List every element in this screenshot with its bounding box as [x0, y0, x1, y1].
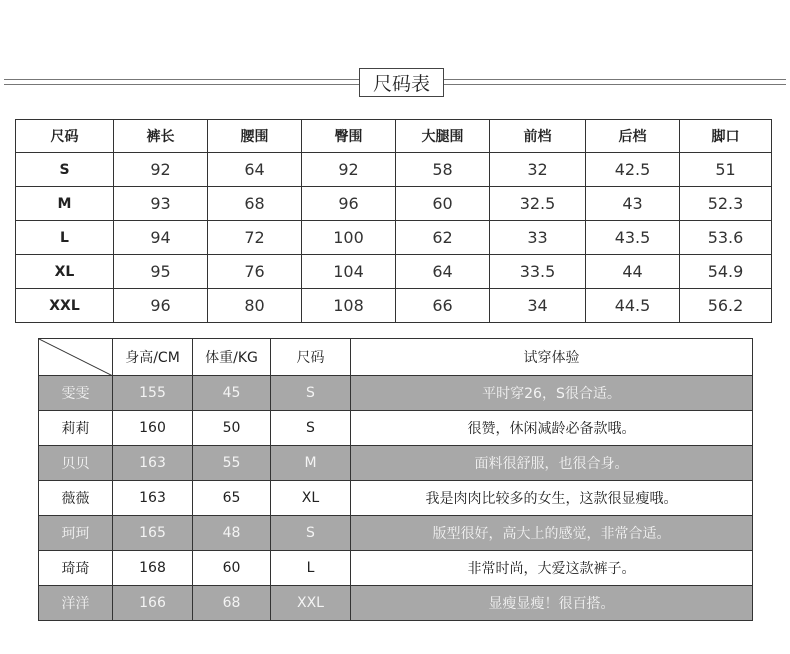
height-cell: 168: [113, 551, 193, 586]
model-name-cell: 琦琦: [39, 551, 113, 586]
feedback-cell: 平时穿26，S很合适。: [351, 376, 753, 411]
size-chart-header-row: [16, 120, 772, 153]
size-header-cell: 臀围: [302, 120, 396, 153]
size-cell: S: [271, 376, 351, 411]
model-name-cell: 珂珂: [39, 516, 113, 551]
size-cell: XL: [271, 481, 351, 516]
size-cell: M: [271, 446, 351, 481]
size-value-cell: 33.5: [490, 255, 586, 289]
size-value-cell: 44: [586, 255, 680, 289]
size-header-cell: 脚口: [680, 120, 772, 153]
fitting-row: [39, 586, 753, 621]
size-value-cell: 60: [396, 187, 490, 221]
size-cell: L: [271, 551, 351, 586]
size-cell: S: [271, 516, 351, 551]
weight-cell: 48: [193, 516, 271, 551]
model-name-cell: 薇薇: [39, 481, 113, 516]
feedback-cell: 面料很舒服，也很合身。: [351, 446, 753, 481]
size-header-cell: 裤长: [114, 120, 208, 153]
feedback-cell: 版型很好，高大上的感觉，非常合适。: [351, 516, 753, 551]
height-cell: 155: [113, 376, 193, 411]
feedback-cell: 很赞，休闲减龄必备款哦。: [351, 411, 753, 446]
size-value-cell: 94: [114, 221, 208, 255]
size-value-cell: 64: [396, 255, 490, 289]
size-value-cell: 62: [396, 221, 490, 255]
fitting-header-cell: 试穿体验: [351, 339, 753, 376]
size-value-cell: 72: [208, 221, 302, 255]
size-chart-row: [16, 153, 772, 187]
size-value-cell: 44.5: [586, 289, 680, 323]
feedback-cell: 我是肉肉比较多的女生，这款很显瘦哦。: [351, 481, 753, 516]
size-value-cell: 43: [586, 187, 680, 221]
size-value-cell: 51: [680, 153, 772, 187]
fitting-row: [39, 481, 753, 516]
size-cell: L: [16, 221, 114, 255]
fitting-row: [39, 516, 753, 551]
size-value-cell: 96: [302, 187, 396, 221]
size-value-cell: 54.9: [680, 255, 772, 289]
fitting-header-cell: 尺码: [271, 339, 351, 376]
weight-cell: 68: [193, 586, 271, 621]
size-cell: S: [16, 153, 114, 187]
size-header-cell: 腰围: [208, 120, 302, 153]
height-cell: 166: [113, 586, 193, 621]
size-header-cell: 前档: [490, 120, 586, 153]
diagonal-line: [39, 339, 113, 376]
fitting-row: [39, 376, 753, 411]
fitting-header-cell: 体重/KG: [193, 339, 271, 376]
size-header-cell: 大腿围: [396, 120, 490, 153]
size-value-cell: 76: [208, 255, 302, 289]
model-name-cell: 洋洋: [39, 586, 113, 621]
height-cell: 163: [113, 481, 193, 516]
size-value-cell: 96: [114, 289, 208, 323]
size-value-cell: 33: [490, 221, 586, 255]
size-value-cell: 104: [302, 255, 396, 289]
size-chart-row: [16, 255, 772, 289]
weight-cell: 45: [193, 376, 271, 411]
size-cell: XL: [16, 255, 114, 289]
weight-cell: 65: [193, 481, 271, 516]
size-chart-row: [16, 187, 772, 221]
size-value-cell: 42.5: [586, 153, 680, 187]
fitting-row: [39, 411, 753, 446]
weight-cell: 60: [193, 551, 271, 586]
size-value-cell: 68: [208, 187, 302, 221]
size-value-cell: 66: [396, 289, 490, 323]
size-value-cell: 108: [302, 289, 396, 323]
size-value-cell: 100: [302, 221, 396, 255]
size-value-cell: 93: [114, 187, 208, 221]
size-cell: XXL: [16, 289, 114, 323]
size-value-cell: 64: [208, 153, 302, 187]
fitting-row: [39, 551, 753, 586]
weight-cell: 50: [193, 411, 271, 446]
size-chart-row: [16, 289, 772, 323]
size-chart-row: [16, 221, 772, 255]
size-header-cell: 尺码: [16, 120, 114, 153]
size-value-cell: 32.5: [490, 187, 586, 221]
size-value-cell: 52.3: [680, 187, 772, 221]
size-cell: XXL: [271, 586, 351, 621]
size-value-cell: 92: [114, 153, 208, 187]
fitting-report-table: [38, 338, 753, 621]
fitting-row: [39, 446, 753, 481]
height-cell: 163: [113, 446, 193, 481]
feedback-cell: 非常时尚，大爱这款裤子。: [351, 551, 753, 586]
size-value-cell: 92: [302, 153, 396, 187]
size-value-cell: 56.2: [680, 289, 772, 323]
model-name-cell: 雯雯: [39, 376, 113, 411]
fitting-header-row: [39, 339, 753, 376]
size-cell: M: [16, 187, 114, 221]
size-value-cell: 32: [490, 153, 586, 187]
size-value-cell: 58: [396, 153, 490, 187]
weight-cell: 55: [193, 446, 271, 481]
size-header-cell: 后档: [586, 120, 680, 153]
fitting-header-cell: 身高/CM: [113, 339, 193, 376]
size-cell: S: [271, 411, 351, 446]
size-value-cell: 53.6: [680, 221, 772, 255]
size-value-cell: 34: [490, 289, 586, 323]
diagonal-corner-cell: [39, 339, 113, 376]
size-value-cell: 43.5: [586, 221, 680, 255]
feedback-cell: 显瘦显瘦！很百搭。: [351, 586, 753, 621]
model-name-cell: 莉莉: [39, 411, 113, 446]
page-title: 尺码表: [359, 68, 444, 97]
model-name-cell: 贝贝: [39, 446, 113, 481]
height-cell: 160: [113, 411, 193, 446]
size-chart-table: [15, 119, 772, 323]
size-value-cell: 80: [208, 289, 302, 323]
height-cell: 165: [113, 516, 193, 551]
size-value-cell: 95: [114, 255, 208, 289]
